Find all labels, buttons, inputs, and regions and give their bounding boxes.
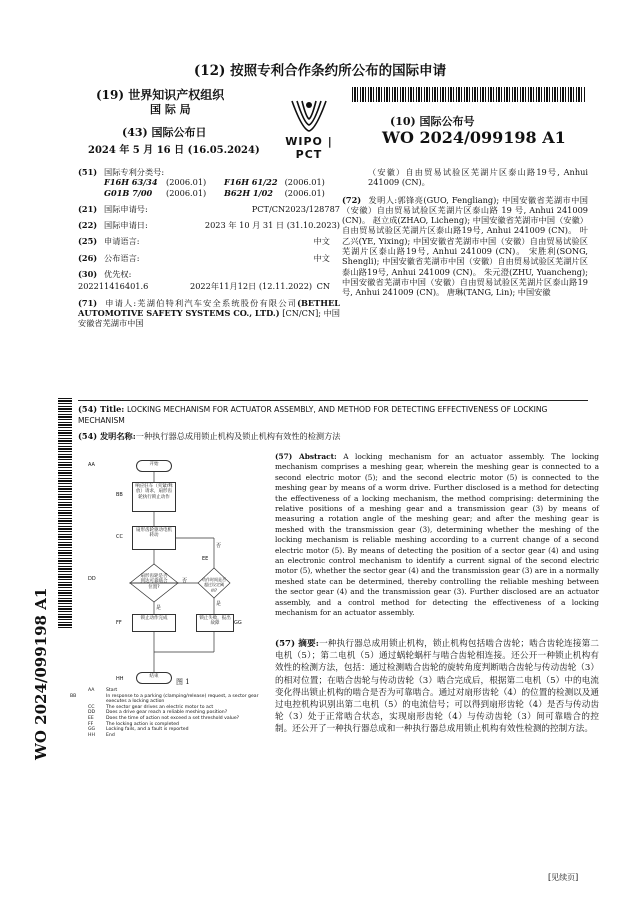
title-zh-label: (54) 发明名称: [78, 430, 136, 441]
flowchart-legend [70, 688, 268, 738]
title-zh: 一种执行器总成用锁止机构及锁止机构有效性的检测方法 [135, 430, 341, 441]
flow-label-ee: EE [202, 556, 209, 562]
continued-note: [见续页] [548, 873, 579, 882]
pub-date: 2024 年 5 月 16 日 (16.05.2024) [88, 145, 260, 156]
ipc-code: B62H 1/02 [224, 187, 273, 198]
document-title: (12) 按照专利合作条约所公布的国际申请 [193, 63, 447, 79]
flow-step-bb: 响应驻车（夹紧/释放）请求，扇形齿轮执行锁止动作 [132, 482, 176, 512]
applicant-name-en: (BETHEL AUTOMOTIVE SAFETY SYSTEMS CO., LTD.) [78, 297, 340, 318]
applicant-address: [CN/CN]; 中国安徽省芜湖市中国 [78, 307, 340, 329]
biblio-left: (51) 国际专利分类号: F16H 63/34(2006.01) F16H 61/22 (2006.01) G01B 7/00(2006.01) B62H 1/02 (2006.01) (21) 国际申请号: PCT/CN2023/128787 (22) 国际申请日: 2023 年 10 月 31 日 (31.10.2023) (25) 申请语言: 中文 (26) 公布语言: 中文 (30) 优先权: 202211416401.6 2022年11月12日 (12.11.2022) CN (71) 申请人:芜湖伯特利汽车安全系统股份有限公司(BETHEL AUTOMOTIVE SAFETY SYSTEMS CO., LTD.) [CN/CN]; 中国安徽省芜湖市中国 [78, 167, 340, 329]
abstract-zh-label: (57) 摘要: [275, 639, 319, 649]
flow-start: 开始 [136, 460, 172, 472]
flow-label-ff: FF [116, 620, 122, 626]
legend-row: GG Locking fails, and a fault is reported [88, 727, 189, 733]
legend-row: HH End [88, 732, 115, 738]
applicant-label: 申请人: [104, 297, 137, 308]
priority-date: 2022年11月12日 (12.11.2022) [190, 281, 313, 292]
side-barcode [58, 398, 72, 628]
wipo-logo [272, 95, 346, 161]
side-pub-number: WO 2024/099198 A1 [32, 587, 50, 760]
flow-no-ee: 否 [216, 543, 222, 549]
priority-country: CN [316, 281, 330, 292]
abstract-en-text: A locking mechanism for an actuator assembly. The locking mechanism comprises a meshing gear, wherein the meshing gear is connected to a second electric motor (5); and the second electric motor (5) is connected to the meshing gear by means of a worm drive. Further disclosed is a method for detecting the effectiveness of a locking mechanism, the method comprising: determining the relative positions of a meshing gear and a transmission gear (3) by means of measuring a rotation angle of the meshing gear; and after the meshing gear is meshed with the transmission gear (3), determining whether the meshing of the locking mechanism is reliable meshing according to a current change of a second electric motor (5). By means of detecting the position of a sector gear (4) and using an electronic control mechanism to identify a current signal of the second electric motor (5), whether the sector gear (4) and the transmission gear (3) are in a normally meshed state can be determined, thereby controlling the reliable meshing between the sector gear (4) and the transmission gear (3). Further disclosed are an actuator assembly, and a control method for detecting the effectiveness of a locking mechanism for an actuator assembly. [275, 452, 600, 618]
flow-label-cc: CC [116, 534, 123, 540]
pub-language-value: 中文 [313, 252, 330, 263]
abstract-en [275, 452, 599, 619]
pub-no-label: (10) 国际公布号 [390, 115, 475, 128]
title-block [78, 404, 590, 441]
abstract-zh [275, 638, 599, 736]
org-name: (19) 世界知识产权组织 [96, 88, 225, 102]
app-no-value: PCT/CN2023/128787 [251, 203, 340, 214]
abstract-zh-text: 一种执行器总成用锁止机构，锁止机构包括啮合齿轮；啮合齿轮连接第二电机（5）；第二电机（5）通过蜗轮蜗杆与啮合齿轮相连接。还公开一种锁止机构有效性的检测方法，包括：通过检测啮合齿轮的旋转角度判断啮合齿轮与传动齿轮（3）的相对位置；在啮合齿轮与传动齿轮（3）啮合完成后，根据第二电机（5）中的电流变化得出锁止机构的啮合是否为可靠啮合。通过对扇形齿轮（4）的位置的检测以及通过电控机构识别出第二电机（5）的电流信号；可以得到扇形齿轮（4）是否与传动齿轮（3）处于正常啮合状态，实现扇形齿轮（4）与传动齿轮（3）间可靠啮合的控制。还公开了一种执行器总成和一种执行器总成用锁止机构有效性检测的控制方法。 [275, 639, 599, 735]
legend-row: CC The sector gear drives an electric motor to act [88, 704, 214, 710]
flow-label-hh: HH [116, 676, 124, 682]
applicant-name-zh: 芜湖伯特利汽车安全系统股份有限公司 [136, 297, 298, 308]
ipc-code: F16H 63/34 [104, 177, 158, 188]
ipc-label: 国际专利分类号: [104, 167, 165, 177]
abstract-en-label: (57) Abstract: [275, 452, 337, 461]
flow-decision-ee: 动作时间是否超过设定阈值? [202, 577, 226, 592]
header-barcode [352, 87, 586, 102]
flow-step-gg: 锁止失败，报出故障 [196, 614, 234, 632]
legend-row: DD Does a drive gear reach a reliable meshing position? [88, 710, 228, 716]
flow-end: 结束 [136, 672, 172, 684]
flow-label-gg: GG [234, 620, 242, 626]
ipc-version: (2006.01) [166, 187, 207, 198]
flowchart-connectors [88, 452, 268, 687]
ipc-code: F16H 61/22 [224, 177, 278, 188]
legend-row: EE Does the time of action not exceed a set threshold value? [88, 715, 240, 721]
org-bureau: 国 际 局 [150, 103, 191, 116]
applicant-address-cont: （安徽）自由贸易试验区芜湖片区泰山路19号, Anhui 241009 (CN)。 [368, 167, 588, 188]
priority-label: 优先权: [104, 269, 132, 280]
flow-yes-dd: 是 [156, 605, 162, 611]
ipc-code: G01B 7/00 [104, 187, 153, 198]
filing-date-value: 2023 年 10 月 31 日 (31.10.2023) [204, 220, 340, 231]
ipc-version: (2006.01) [282, 177, 325, 188]
flow-step-cc: 扇形齿轮驱动电机转动 [132, 526, 176, 550]
title-en: LOCKING MECHANISM FOR ACTUATOR ASSEMBLY, AND METHOD FOR DETECTING EFFECTIVENESS OF LOCKING MECHANISM [78, 405, 548, 426]
wipo-logo-text: WIPO | PCT [285, 135, 333, 161]
flow-decision-dd: 扇形齿轮是否到达可靠啮合位置? [140, 574, 168, 590]
flowchart [88, 452, 268, 687]
flow-yes-ee: 是 [216, 601, 222, 607]
inventor-label: 发明人: [368, 194, 398, 205]
wipo-emblem-icon [272, 95, 346, 135]
flow-label-aa: AA [88, 462, 95, 468]
inventor-list: 郭锋亮(GUO, Fengliang); 中国安徽省芜湖市中国（安徽）自由贸易试验区芜湖片区泰山路 19 号, Anhui 241009 (CN)。 赵立成(ZHAO, Licheng); 中国安徽省芜湖市中国（安徽）自由贸易试验区芜湖片区泰山路19号, Anhui 241009 (CN)。 叶乙兴(YE, Yixing); 中国安徽省芜湖市中国（安徽）自由贸易试验区芜湖片区泰山路19号, Anhui 241009 (CN)。 宋胜利(SONG, Shengli); 中国安徽省芜湖市中国（安徽）自由贸易试验区芜湖片区泰山路19号, Anhui 241009 (CN)。 朱元澄(ZHU, Yuancheng); 中国安徽省芜湖市中国（安徽）自由贸易试验区芜湖片区泰山路19号, Anhui 241009 (CN)。 唐琳(TANG, Lin); 中国安徽 [342, 194, 588, 298]
pub-number: WO 2024/099198 A1 [382, 128, 566, 147]
flow-label-dd: DD [88, 576, 96, 582]
pub-language-label: 公布语言: [104, 252, 140, 263]
flow-step-ff: 锁止动作完成 [132, 614, 176, 632]
filing-language-value: 中文 [313, 236, 330, 247]
legend-row: BB In response to a parking (clamping/release) request, a sector gear executes a locking action [70, 693, 259, 705]
title-en-label: (54) Title: [78, 404, 125, 414]
legend-row: FF The locking action is completed [88, 721, 179, 727]
ipc-version: (2006.01) [282, 187, 325, 198]
figure-caption: 图 1 [176, 678, 190, 686]
filing-language-label: 申请语言: [104, 236, 140, 247]
legend-row: AA Start [88, 688, 118, 693]
flow-label-bb: BB [116, 492, 123, 498]
priority-app-no: 202211416401.6 [78, 281, 149, 292]
filing-date-label: 国际申请日: [104, 220, 148, 231]
biblio-right: （安徽）自由贸易试验区芜湖片区泰山路19号, Anhui 241009 (CN)。 (72) 发明人:郭锋亮(GUO, Fengliang); 中国安徽省芜湖市中国（安徽）自由贸易试验区芜湖片区泰山路 19 号, Anhui 241009 (CN)。 赵立成(ZHAO, Licheng); 中国安徽省芜湖市中国（安徽）自由贸易试验区芜湖片区泰山路19号, Anhui 241009 (CN)。 叶乙兴(YE, Yixing); 中国安徽省芜湖市中国（安徽）自由贸易试验区芜湖片区泰山路19号, Anhui 241009 (CN)。 宋胜利(SONG, Shengli); 中国安徽省芜湖市中国（安徽）自由贸易试验区芜湖片区泰山路19号, Anhui 241009 (CN)。 朱元澄(ZHU, Yuancheng); 中国安徽省芜湖市中国（安徽）自由贸易试验区芜湖片区泰山路19号, Anhui 241009 (CN)。 唐琳(TANG, Lin); 中国安徽 [342, 167, 588, 298]
pub-date-label: (43) 国际公布日 [122, 126, 207, 139]
flow-no-dd: 否 [182, 578, 188, 584]
ipc-version: (2006.01) [166, 177, 207, 188]
app-no-label: 国际申请号: [104, 203, 148, 214]
